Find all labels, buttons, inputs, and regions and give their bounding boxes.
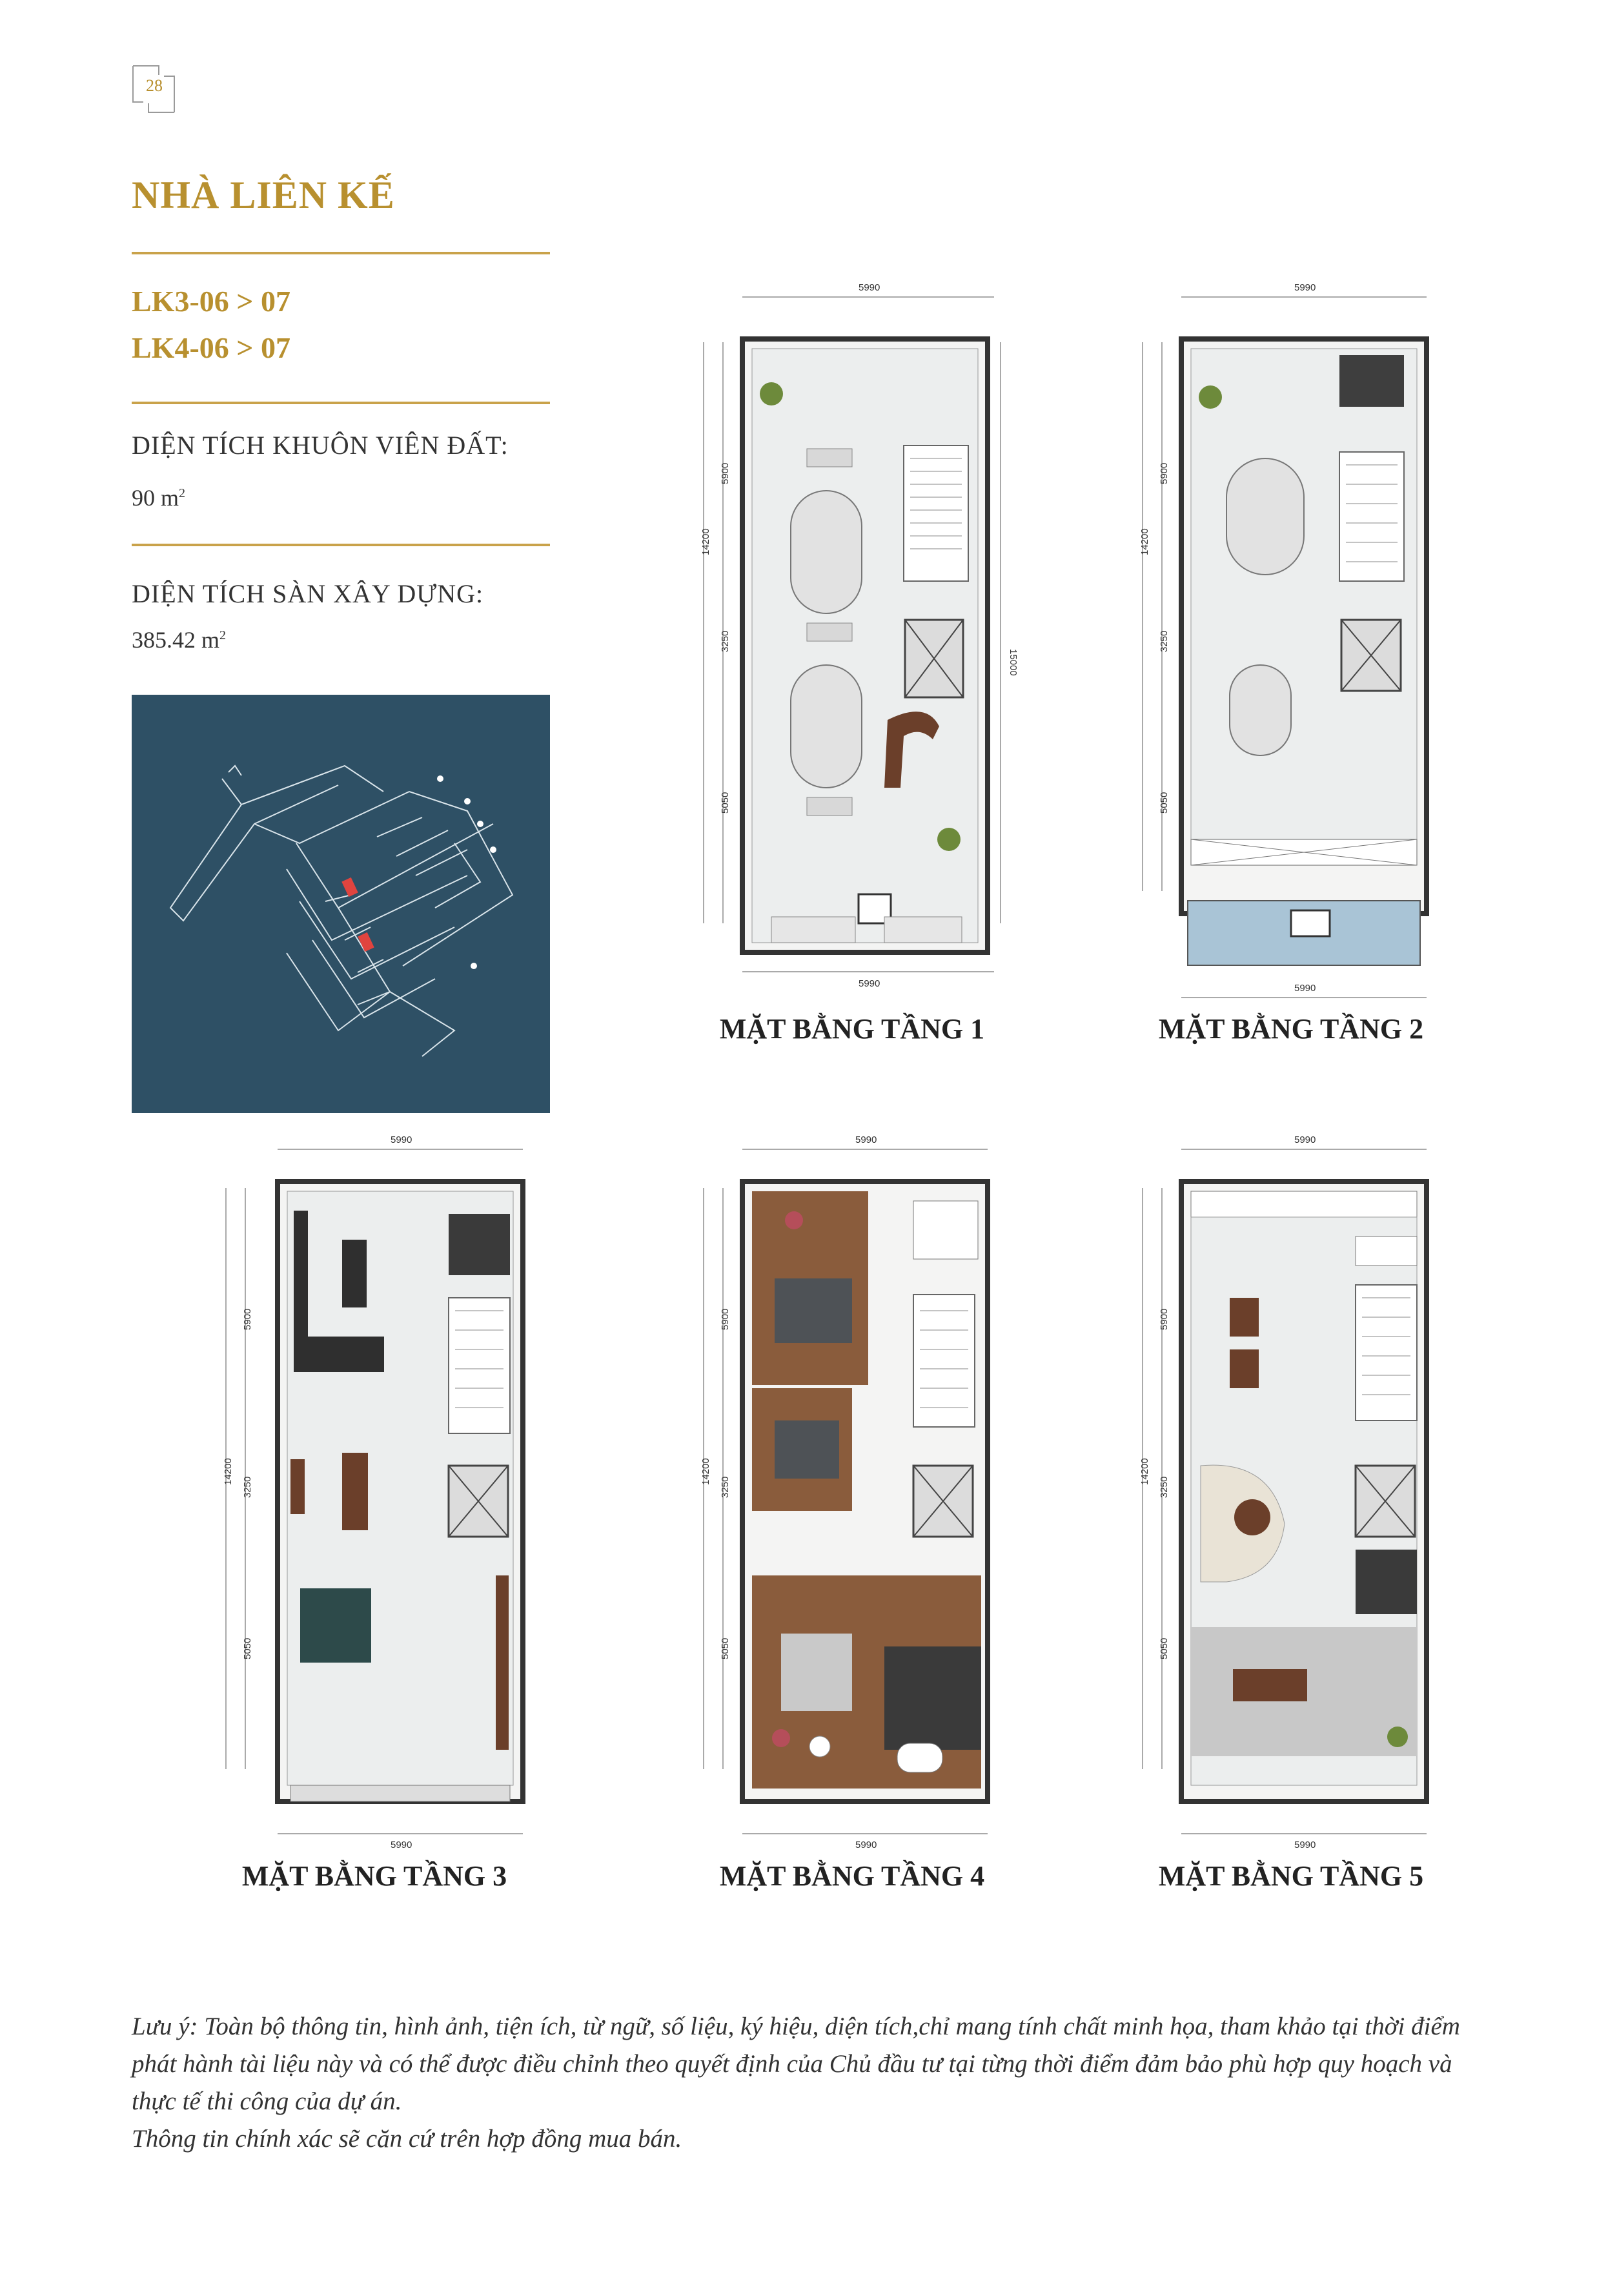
floor-plan-4-caption: MẶT BẰNG TẦNG 4 bbox=[719, 1860, 985, 1892]
page-title: NHÀ LIÊN KẾ bbox=[132, 174, 395, 216]
floor-plan-4-drawing bbox=[671, 1123, 1033, 1866]
depth-dim-label: 5900 bbox=[720, 462, 731, 484]
width-dim-label: 5990 bbox=[855, 1840, 877, 1850]
depth-dim-label: 3250 bbox=[720, 630, 731, 652]
floor-plan-2-caption: MẶT BẰNG TẦNG 2 bbox=[1158, 1013, 1424, 1045]
unit-code-1: LK3-06 > 07 bbox=[132, 285, 290, 318]
floor-plan-1 bbox=[671, 271, 1033, 1014]
depth-dim-label: 3250 bbox=[720, 1476, 731, 1498]
depth-dim-label: 5050 bbox=[720, 792, 731, 814]
floor-area-label: DIỆN TÍCH SÀN XÂY DỰNG: bbox=[132, 579, 484, 608]
depth-extra-label: 15000 bbox=[1008, 649, 1019, 676]
unit-code-2: LK4-06 > 07 bbox=[132, 331, 290, 364]
depth-total-label: 14200 bbox=[223, 1458, 234, 1485]
depth-dim-label: 5050 bbox=[1159, 792, 1170, 814]
page-number: 28 bbox=[146, 76, 163, 95]
floor-area-value: 385.42 $m^2$ bbox=[132, 627, 227, 653]
floor-plan-1-caption: MẶT BẰNG TẦNG 1 bbox=[719, 1013, 985, 1045]
width-dim-label: 5990 bbox=[1294, 1840, 1316, 1850]
depth-dim-label: 5050 bbox=[1159, 1637, 1170, 1659]
depth-dim-label: 5900 bbox=[242, 1308, 253, 1330]
depth-dim-label: 3250 bbox=[242, 1476, 253, 1498]
floor-plan-2-drawing bbox=[1110, 271, 1472, 1014]
depth-total-label: 14200 bbox=[700, 528, 711, 555]
site-plan-drawing bbox=[132, 695, 550, 1113]
width-dim-label: 5990 bbox=[855, 1134, 877, 1145]
floor-plan-2 bbox=[1110, 271, 1472, 1014]
disclaimer-contract-text: Thông tin chính xác sẽ căn cứ trên hợp đồng mua bán. bbox=[132, 2125, 682, 2153]
depth-total-label: 14200 bbox=[700, 1458, 711, 1485]
depth-dim-label: 5900 bbox=[1159, 462, 1170, 484]
width-dim-label: 5990 bbox=[1294, 282, 1316, 293]
width-dim-label: 5990 bbox=[1294, 983, 1316, 994]
width-dim-label: 5990 bbox=[391, 1840, 412, 1850]
disclaimer-note bbox=[132, 2008, 1474, 2158]
land-area-label: DIỆN TÍCH KHUÔN VIÊN ĐẤT: bbox=[132, 431, 509, 460]
width-dim-label: 5990 bbox=[859, 978, 880, 989]
depth-dim-label: 5900 bbox=[720, 1308, 731, 1330]
floor-plan-1-drawing bbox=[671, 271, 1033, 1014]
divider bbox=[132, 402, 550, 404]
disclaimer-text: Lưu ý: Toàn bộ thông tin, hình ảnh, tiện ích, từ ngữ, số liệu, ký hiệu, diện tích,chỉ mang tính chất minh họa, tham khảo tại thời điểm phát hành tài liệu này và có thể được điều chỉnh theo quyết định của Chủ đầu tư tại từng thời điểm đảm bảo phù hợp quy hoạch và thực tế thi công của dự án. bbox=[132, 2013, 1460, 2115]
floor-plan-5-drawing bbox=[1110, 1123, 1472, 1866]
depth-dim-label: 3250 bbox=[1159, 1476, 1170, 1498]
depth-dim-label: 3250 bbox=[1159, 630, 1170, 652]
divider bbox=[132, 544, 550, 546]
depth-total-label: 14200 bbox=[1139, 528, 1150, 555]
floor-plan-4 bbox=[671, 1123, 1033, 1866]
width-dim-label: 5990 bbox=[859, 282, 880, 293]
floor-plan-5 bbox=[1110, 1123, 1472, 1866]
width-dim-label: 5990 bbox=[1294, 1134, 1316, 1145]
depth-dim-label: 5050 bbox=[720, 1637, 731, 1659]
floor-plan-3-caption: MẶT BẰNG TẦNG 3 bbox=[241, 1860, 507, 1892]
depth-total-label: 14200 bbox=[1139, 1458, 1150, 1485]
divider bbox=[132, 252, 550, 254]
width-dim-label: 5990 bbox=[391, 1134, 412, 1145]
floor-plan-3-drawing bbox=[194, 1123, 555, 1866]
depth-dim-label: 5050 bbox=[242, 1637, 253, 1659]
site-location-map bbox=[132, 695, 550, 1113]
depth-dim-label: 5900 bbox=[1159, 1308, 1170, 1330]
floor-plan-5-caption: MẶT BẰNG TẦNG 5 bbox=[1158, 1860, 1424, 1892]
page-number-badge bbox=[127, 62, 181, 116]
land-area-value: 90 $m^2$ bbox=[132, 485, 186, 511]
floor-plan-3 bbox=[194, 1123, 555, 1866]
